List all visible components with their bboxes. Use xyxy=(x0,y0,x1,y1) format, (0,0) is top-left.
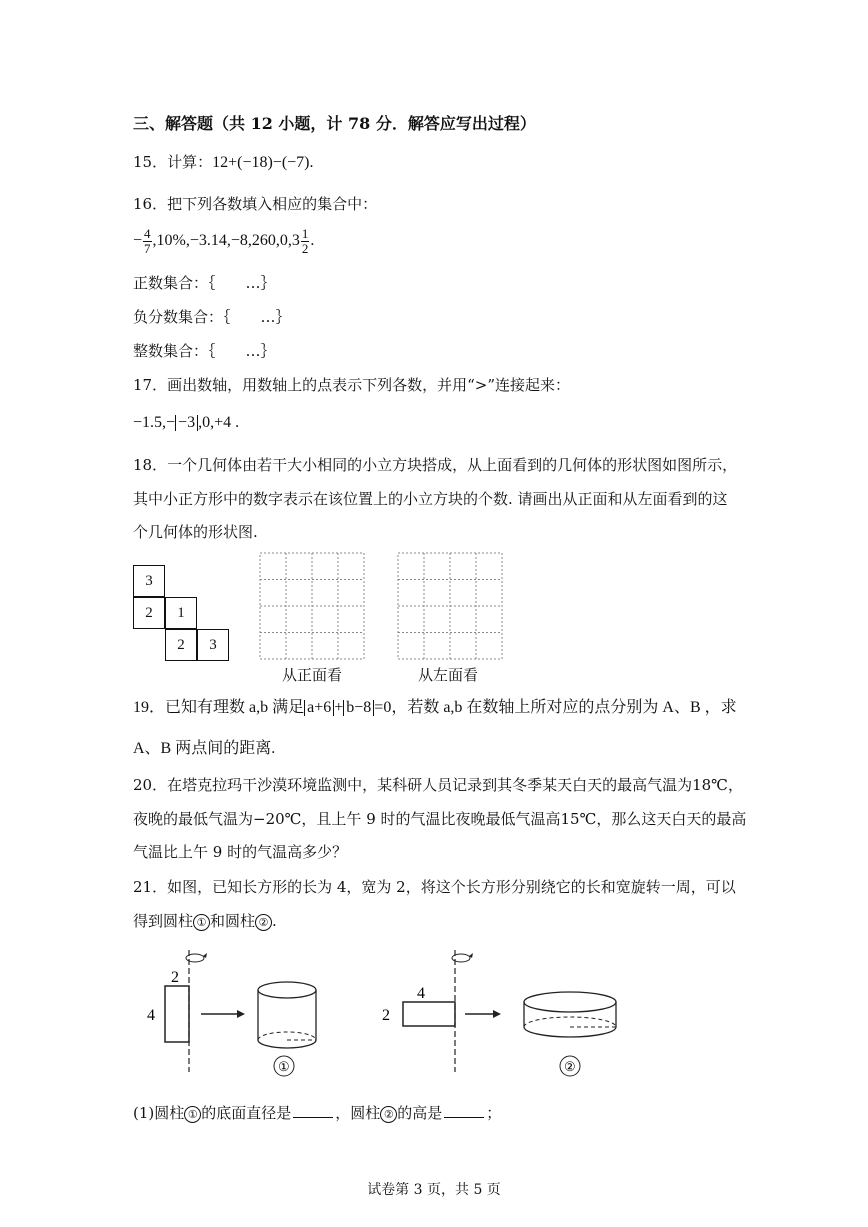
caption-left-view: 从左面看 xyxy=(418,666,479,684)
q15-label: 15．计算： xyxy=(133,153,213,171)
top-view-cell: 2 xyxy=(133,597,165,629)
question-20-line3: 气温比上午 9 时的气温高多少？ xyxy=(133,843,348,861)
question-16-numbers: − $\frac{4}{7}$ ,10%,−3.14,−8,260,0,3 $\frac{1}{2}$ . xyxy=(133,225,315,256)
left-view-grid xyxy=(397,552,503,660)
top-view-cell: 3 xyxy=(197,629,229,661)
fraction-4-7: $\frac{4}{7}$ xyxy=(144,225,151,256)
fraction-1-2: $\frac{1}{2}$ xyxy=(301,225,309,256)
question-18-line1: 18．一个几何体由若干大小相同的小立方块搭成，从上面看到的几何体的形状图如图所示， xyxy=(133,456,738,474)
caption-front-view: 从正面看 xyxy=(282,666,343,684)
question-17-numbers: −1.5,− −3 ,0,+4 . xyxy=(133,414,240,431)
front-view-grid xyxy=(259,552,365,660)
top-view-cell: 1 xyxy=(165,597,197,629)
cylinder1-label: ① xyxy=(278,1059,290,1074)
question-20-line1: 20．在塔克拉玛干沙漠环境监测中，某科研人员记录到其冬季某天白天的最高气温为18℃， xyxy=(133,776,743,794)
question-20-line2: 夜晚的最低气温为−20℃，且上午 9 时的气温比夜晚最低气温高15℃，那么这天白天的最高 xyxy=(133,810,747,828)
question-21-line2: 得到圆柱 ① 和圆柱 ② . xyxy=(133,912,277,930)
question-19-line1: 19．已知有理数 a,b 满足 a+6 + b−8 =0，若数 a,b 在数轴上所对应的点分别为 A、B ，求 xyxy=(133,699,737,716)
set-integer: 整数集合：｛ …｝ xyxy=(133,342,276,360)
rect2-length-label: 4 xyxy=(417,985,425,1002)
answer-blank[interactable] xyxy=(444,1117,484,1118)
question-15 xyxy=(133,152,314,173)
cylinder2-label: ② xyxy=(564,1059,576,1074)
rotation-figure xyxy=(133,940,643,1090)
number-list: ,10%,−3.14,−8,260,0,3 xyxy=(152,232,300,249)
top-view-cell: 2 xyxy=(165,629,197,661)
question-21-part1: (1)圆柱 ① 的底面直径是 ，圆柱 ② 的高是 ； xyxy=(133,1104,502,1122)
question-16-label: 16．把下列各数填入相应的集合中： xyxy=(133,195,378,213)
question-19-line2: A、B 两点间的距离. xyxy=(133,740,276,757)
section-title: 三、解答题（共 12 小题，计 78 分．解答应写出过程） xyxy=(133,114,536,133)
q15-expression: 12+(−18)−(−7). xyxy=(212,154,314,171)
rect1-height-label: 4 xyxy=(147,1007,155,1024)
top-view-cell: 3 xyxy=(133,565,165,597)
page-footer: 试卷第 3 页，共 5 页 xyxy=(367,1182,501,1198)
question-21-line1: 21．如图，已知长方形的长为 4，宽为 2，将这个长方形分别绕它的长和宽旋转一周，可以 xyxy=(133,878,736,896)
answer-blank[interactable] xyxy=(293,1117,333,1118)
set-negative-fraction: 负分数集合：｛ …｝ xyxy=(133,308,291,326)
abs-value: −3 xyxy=(175,415,198,431)
rect1-width-label: 2 xyxy=(171,969,179,986)
question-18-line3: 个几何体的形状图. xyxy=(133,523,258,541)
question-17-label: 17．画出数轴，用数轴上的点表示下列各数，并用“>”连接起来： xyxy=(133,376,570,394)
set-positive: 正数集合：｛ …｝ xyxy=(133,274,276,292)
rect2-width-label: 2 xyxy=(382,1007,390,1024)
question-18-line2: 其中小正方形中的数字表示在该位置上的小立方块的个数. 请画出从正面和从左面看到的这 xyxy=(133,490,728,508)
